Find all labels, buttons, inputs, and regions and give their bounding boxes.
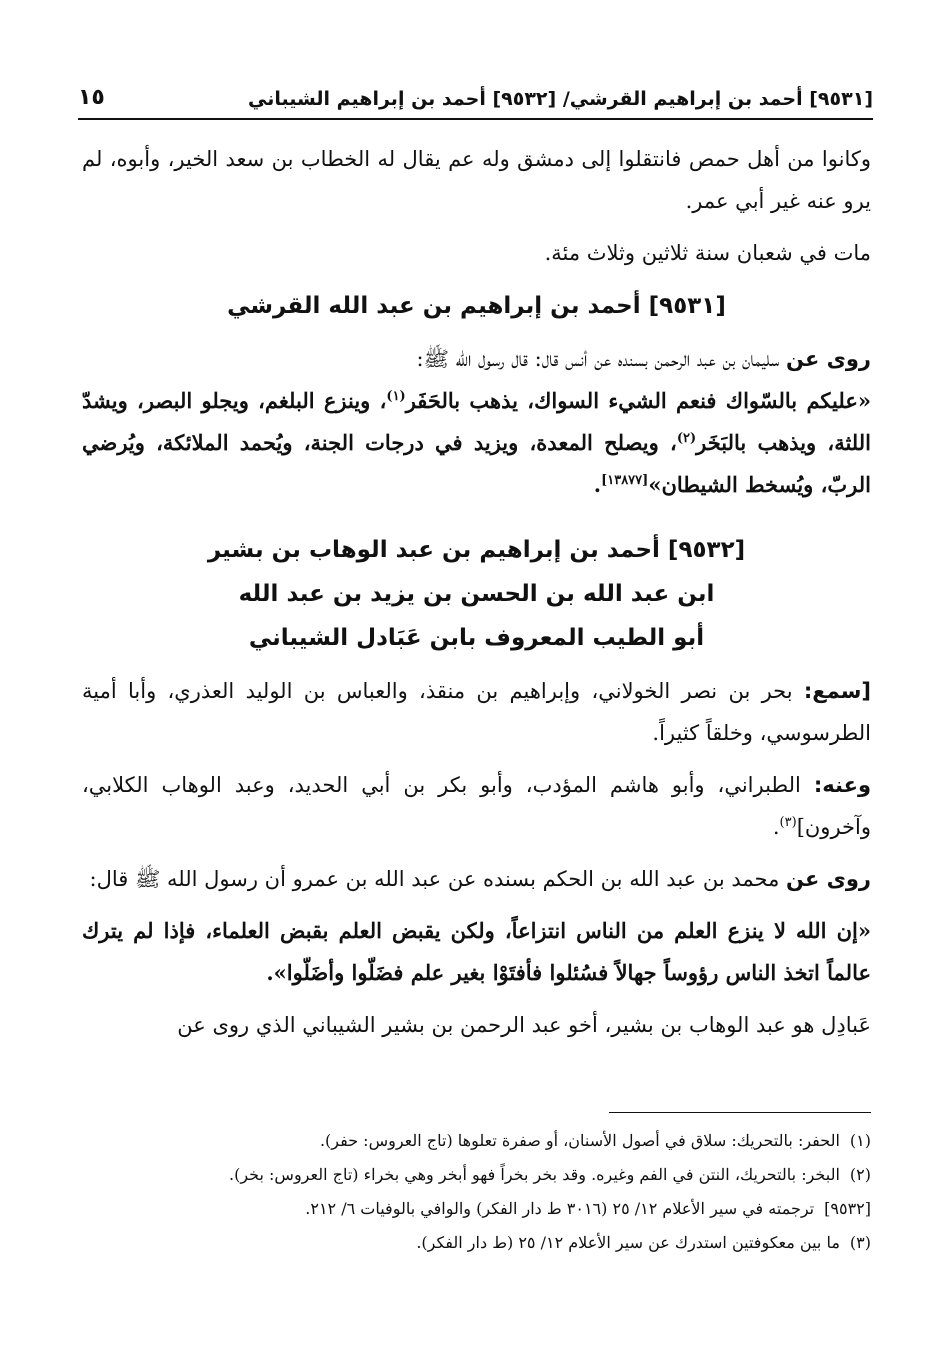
hadith-part-2: ، وينزع البلغم، ويجلو البصر، ويشدّ اللثة، ويذهب بالبَخَر	[82, 388, 871, 455]
heard-from-paragraph	[82, 670, 871, 754]
header-divider	[78, 118, 873, 120]
paragraph-abadil: عَبادِل هو عبد الوهاب بن بشير، أخو عبد الرحمن بن بشير الشيباني الذي روى عن	[177, 1013, 871, 1037]
hadith-9531	[82, 380, 871, 506]
footnote-number: [٩٥٣٢]	[824, 1199, 871, 1218]
footnote-3	[100, 1226, 871, 1260]
narration-9532	[82, 858, 871, 900]
entry-heading-9531: [٩٥٣١] أحمد بن إبراهيم بن عبد الله القرشي	[227, 293, 726, 319]
heard-text: بحر بن نصر الخولاني، وإبراهيم بن منقذ، والعباس بن الوليد العذري، وأبا أمية الطرسوسي، وخلقاً كثيراً.	[82, 679, 871, 745]
footnote-number: (٢)	[849, 1165, 871, 1184]
narration-text-2: محمد بن عبد الله بن الحكم بسنده عن عبد الله بن عمرو أن رسول الله ﷺ قال:	[89, 867, 780, 891]
hadith-part-3: ، ويصلح المعدة، ويزيد في درجات الجنة، ويُحمد الملائكة، ويُرضي الربّ، ويُسخط الشيطان»	[82, 430, 871, 497]
footnote-divider	[609, 1112, 871, 1113]
footnotes-section	[100, 1124, 871, 1260]
from-text: الطبراني، وأبو هاشم المؤدب، وأبو بكر بن أبي الحديد، وعبد الوهاب الكلابي، وآخرون]	[82, 773, 871, 839]
narration-label-2: روى عن	[786, 867, 871, 891]
main-text	[82, 138, 871, 1046]
narration-9531	[82, 338, 871, 380]
footnote-2	[100, 1158, 871, 1192]
footnote-ref-2: (٢)	[676, 431, 697, 446]
narration-text: سليمان بن عبد الرحمن بسنده عن أنس قال: قال رسول الله ﷺ:	[416, 347, 780, 371]
hadith-end-mark: .	[593, 472, 602, 497]
from-end-mark: .	[772, 815, 780, 839]
hadith-reference-number: [١٣٨٧٧]	[601, 473, 649, 488]
page-number: ١٥	[78, 85, 105, 110]
paragraph-continuation: وكانوا من أهل حمص فانتقلوا إلى دمشق وله عم يقال له الخطاب بن سعد الخير، وأبوه، لم يرو عنه غير أبي عمر.	[82, 147, 871, 213]
page-header	[78, 66, 873, 110]
footnote-ref-1: (١)	[386, 389, 406, 404]
narrators-from-him-paragraph	[82, 764, 871, 848]
footnote-text: ترجمته في سير الأعلام ١٢/ ٢٥ (٣٠١٦ ط دار الفكر) والوافي بالوفيات ٦/ ٢١٢.	[305, 1199, 815, 1218]
running-title: [٩٥٣١] أحمد بن إبراهيم القرشي/ [٩٥٣٢] أحمد بن إبراهيم الشيباني	[248, 88, 873, 110]
from-label: وعنه:	[813, 773, 871, 797]
footnote-text: الحفر: بالتحريك: سلاق في أصول الأسنان، أو صفرة تعلوها (تاج العروس: حفر).	[319, 1131, 840, 1150]
hadith-9532: «إن الله لا ينزع العلم من الناس انتزاعاً، ولكن يقبض العلم بقبض العلماء، فإذا لم يترك عالماً اتخذ الناس رؤوساً جهالاً فسُئلوا فأفتَوْا بغير علم فضَلّوا وأضَلّوا».	[82, 918, 871, 985]
footnote-ref-3: (٣)	[779, 815, 797, 830]
footnote-number: (١)	[849, 1131, 871, 1150]
narration-label: روى عن	[786, 347, 871, 371]
footnote-entry-9532	[100, 1192, 871, 1226]
footnote-number: (٣)	[849, 1233, 871, 1252]
entry-heading-9532	[82, 528, 871, 660]
paragraph-death-date: مات في شعبان سنة ثلاثين وثلاث مئة.	[544, 241, 871, 265]
hadith-part-1: «عليكم بالسّواك فنعم الشيء السواك، يذهب بالحَفَر	[405, 388, 871, 413]
heard-label: [سمع:	[803, 679, 871, 703]
heading-line-2: ابن عبد الله بن الحسن بن يزيد بن عبد الله	[238, 581, 715, 607]
footnote-text: ما بين معكوفتين استدرك عن سير الأعلام ١٢/ ٢٥ (ط دار الفكر).	[416, 1233, 840, 1252]
footnote-text: البخر: بالتحريك، النتن في الفم وغيره. وقد بخر بخراً فهو أبخر وهي بخراء (تاج العروس: بخر).	[229, 1165, 840, 1184]
heading-line-1: [٩٥٣٢] أحمد بن إبراهيم بن عبد الوهاب بن بشير	[207, 537, 746, 563]
footnote-1	[100, 1124, 871, 1158]
heading-line-3: أبو الطيب المعروف بابن عَبَادل الشيباني	[248, 625, 705, 651]
